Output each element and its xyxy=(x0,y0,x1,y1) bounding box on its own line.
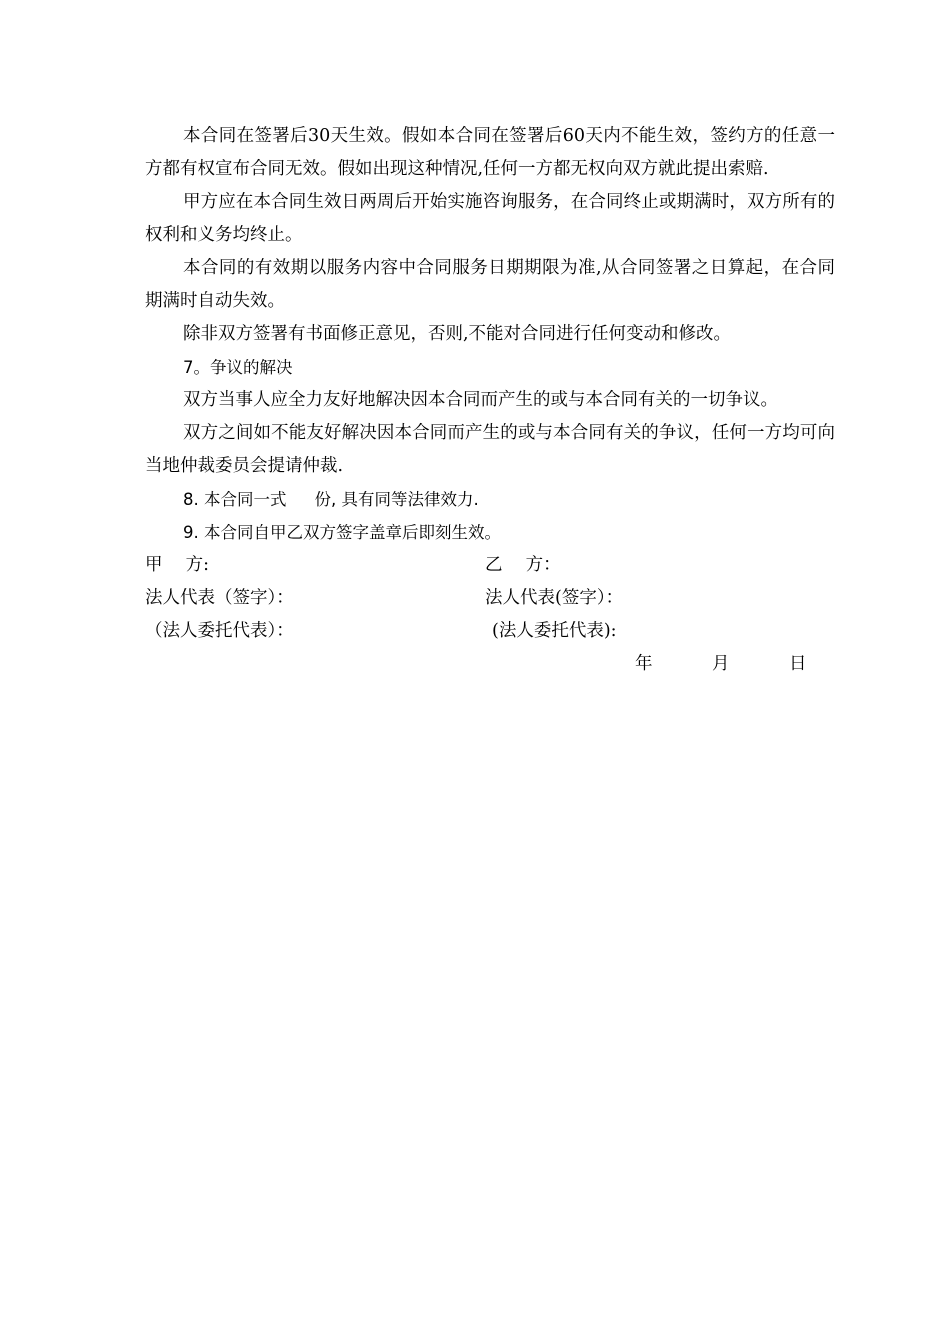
signature-row-proxy xyxy=(0,615,950,648)
clause-copies-end: 份, 具有同等法律效力. xyxy=(314,490,479,509)
signature-row-parties xyxy=(0,549,950,582)
clause-effective-on-signing: 9. 本合同自甲乙双方签字盖章后即刻生效。 xyxy=(183,523,501,542)
party-a-label: 甲 方: xyxy=(145,555,209,575)
signature-date-row xyxy=(0,648,950,681)
paragraph-validity: 本合同的有效期以服务内容中合同服务日期期限为准,从合同签署之日算起，在合同期满时自动失效。 xyxy=(145,258,835,311)
paragraph-effective-date: 本合同在签署后30天生效。假如本合同在签署后60天内不能生效，签约方的任意一方都有权宣布合同无效。假如出现这种情况,任何一方都无权向双方就此提出索赔. xyxy=(145,126,835,179)
section-heading-dispute: 7。争议的解决 xyxy=(183,358,293,377)
contract-body xyxy=(145,120,835,681)
party-a-proxy-label: （法人委托代表）： xyxy=(145,621,294,641)
party-a-representative-label: 法人代表（签字）： xyxy=(145,588,294,608)
signature-row-representative xyxy=(0,582,950,615)
clause-copies xyxy=(145,483,835,516)
party-b-label: 乙 方： xyxy=(485,555,561,575)
party-b-representative-label: 法人代表(签字）： xyxy=(485,588,624,608)
paragraph-service-start: 甲方应在本合同生效日两周后开始实施咨询服务，在合同终止或期满时，双方所有的权利和义务均终止。 xyxy=(145,192,835,245)
party-b-proxy-label: (法人委托代表): xyxy=(492,621,617,641)
date-month-label: 月 xyxy=(712,654,730,674)
clause-copies-start: 8. 本合同一式 xyxy=(183,490,287,509)
paragraph-dispute-arbitration: 双方之间如不能友好解决因本合同而产生的或与本合同有关的争议，任何一方均可向当地仲裁委员会提请仲裁. xyxy=(145,423,835,476)
paragraph-amendment: 除非双方签署有书面修正意见，否则,不能对合同进行任何变动和修改。 xyxy=(183,324,732,344)
paragraph-dispute-friendly: 双方当事人应全力友好地解决因本合同而产生的或与本合同有关的一切争议。 xyxy=(183,390,778,410)
date-day-label: 日 xyxy=(789,654,807,674)
date-year-label: 年 xyxy=(635,654,653,674)
